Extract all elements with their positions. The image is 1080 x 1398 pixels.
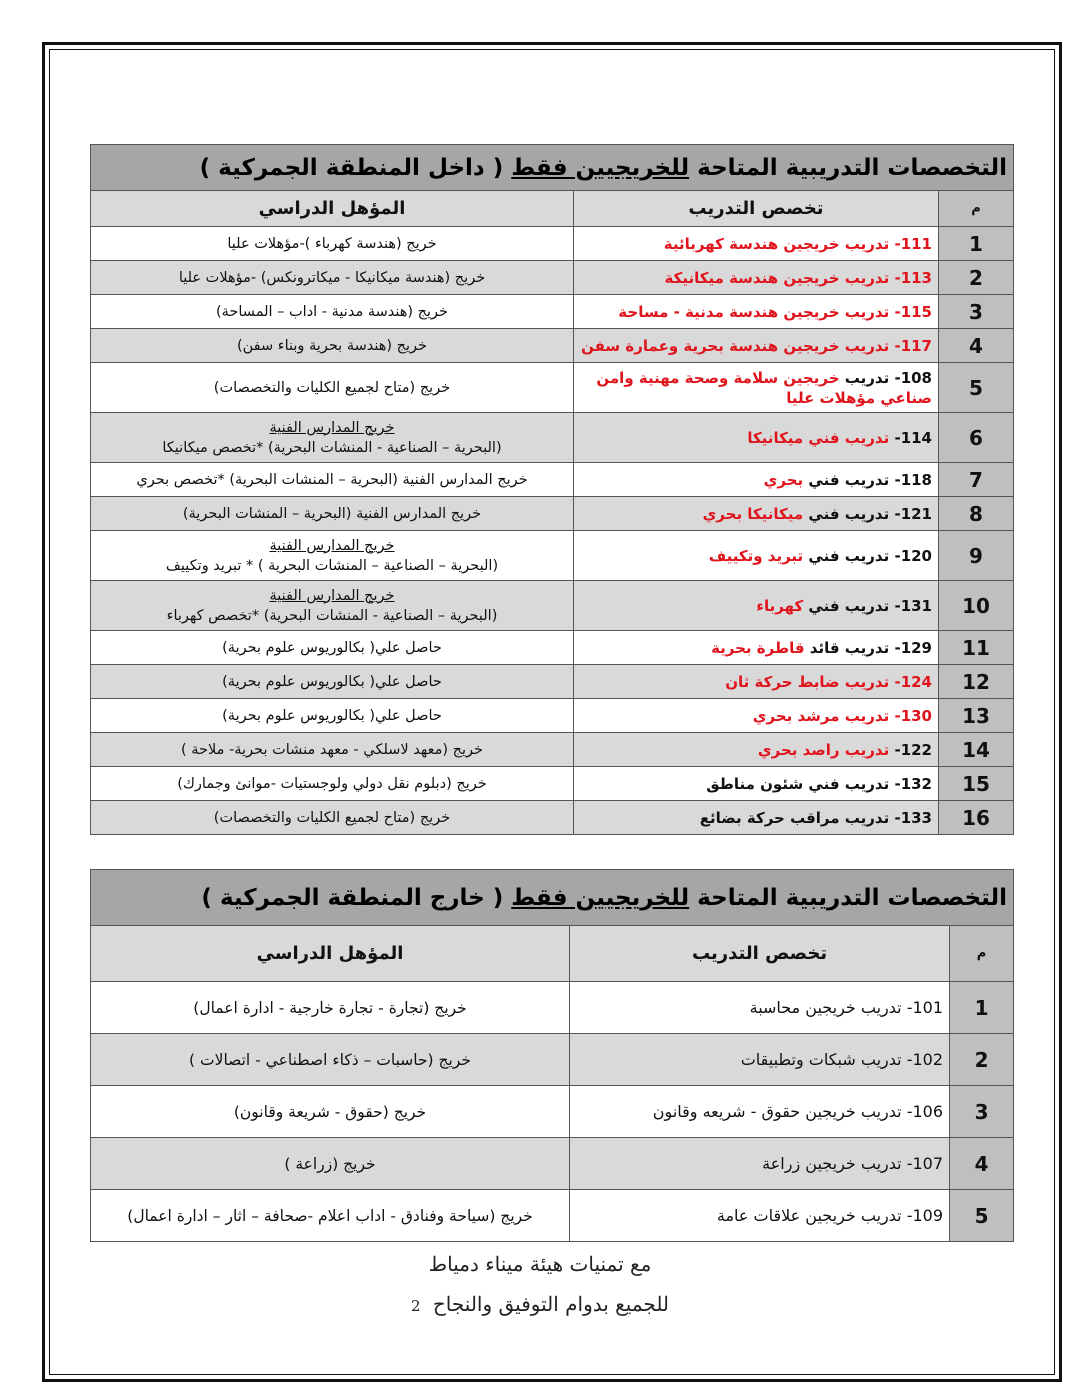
table-row	[91, 261, 1014, 295]
qualification: خريج (سياحة وفنادق - اداب اعلام -صحافة – اثار – ادارة اعمال)	[91, 1190, 570, 1242]
table-row	[91, 581, 1014, 631]
qualification-text: خريج المدارس الفنية (البحرية – المنشات البحرية) *تخصص بحري	[136, 471, 528, 488]
qualification-text: (البحرية – الصناعية – المنشات البحرية ) * تبريد وتكييف	[165, 557, 499, 574]
specialty-code: 132-	[894, 774, 932, 793]
specialty-name: تدريب فني	[808, 546, 890, 565]
qualification-text: خريج (دبلوم نقل دولي ولوجستيات -موانئ وجمارك)	[177, 775, 487, 792]
training-specialty	[574, 665, 939, 699]
training-specialty: 106- تدريب خريجين حقوق - شريعه وقانون	[570, 1086, 950, 1138]
specialty-name: تدريب خريجين هندسة مدنية - مساحة	[618, 302, 890, 321]
qualification	[91, 699, 574, 733]
training-specialty	[574, 767, 939, 801]
qualification	[91, 767, 574, 801]
specialty-name: تدريب ضابط حركة ثان	[725, 672, 890, 691]
specialty-name: تدريب فني ميكانيكا	[747, 428, 890, 447]
qualification	[91, 363, 574, 413]
training-specialty	[574, 261, 939, 295]
specialty-name-continued: كهرباء	[756, 596, 804, 615]
specialty-code: 129-	[894, 638, 932, 657]
training-specialty	[574, 631, 939, 665]
specialty-name-continued: خريجين سلامة وصحة مهنية وامن صناعي مؤهلات عليا	[596, 368, 932, 407]
column-header-training: تخصص التدريب	[574, 191, 939, 227]
specialty-name: تدريب راصد بحري	[757, 740, 890, 759]
qualification-text: حاصل علي( بكالوريوس علوم بحرية)	[222, 673, 442, 690]
training-specialty	[574, 227, 939, 261]
qualification	[91, 665, 574, 699]
qualification-text: (البحرية – الصناعية - المنشات البحرية) *تخصص كهرباء	[166, 607, 498, 624]
qualification	[91, 295, 574, 329]
table-row	[91, 363, 1014, 413]
table-row	[91, 329, 1014, 363]
specialty-name: تدريب خريجين هندسة ميكانيكة	[664, 268, 890, 287]
qualification-text: خريج (متاح لجميع الكليات والتخصصات)	[213, 379, 451, 396]
row-number: 3	[950, 1086, 1014, 1138]
specialty-name: تدريب فني شئون مناطق	[706, 774, 890, 793]
row-number: 10	[939, 581, 1014, 631]
row-number: 7	[939, 463, 1014, 497]
qualification	[91, 531, 574, 581]
table-row	[91, 665, 1014, 699]
qualification-text: حاصل علي( بكالوريوس علوم بحرية)	[222, 639, 442, 656]
specialty-name: تدريب فني	[808, 504, 890, 523]
table-row	[91, 227, 1014, 261]
row-number: 15	[939, 767, 1014, 801]
table-row	[91, 413, 1014, 463]
footer-wish: مع تمنيات هيئة ميناء دمياط	[428, 1252, 652, 1276]
training-specialty	[574, 363, 939, 413]
row-number: 9	[939, 531, 1014, 581]
training-specialty	[574, 295, 939, 329]
specialty-name: تدريب خريجين هندسة بحرية وعمارة سفن	[581, 336, 890, 355]
table-row	[91, 1034, 1014, 1086]
specialty-code: 118-	[894, 470, 932, 489]
specialty-code: 133-	[894, 808, 932, 827]
specialty-name: تدريب خريجين هندسة كهربائية	[663, 234, 890, 253]
column-header-qualification: المؤهل الدراسي	[91, 191, 574, 227]
row-number: 1	[939, 227, 1014, 261]
qualification-heading: خريج المدارس الفنية	[269, 419, 395, 436]
footer-wish-2	[300, 1292, 780, 1316]
inside-zone-table	[90, 144, 1014, 835]
column-header-number: م	[939, 191, 1014, 227]
qualification-text: حاصل علي( بكالوريوس علوم بحرية)	[222, 707, 442, 724]
specialty-name: تدريب مرشد بحري	[752, 706, 890, 725]
table-row	[91, 463, 1014, 497]
specialty-name-continued: قاطرة بحرية	[711, 638, 805, 657]
qualification: خريج (زراعة )	[91, 1138, 570, 1190]
footer-line: للجميع بدوام التوفيق والنجاح	[432, 1292, 670, 1316]
specialty-code: 115-	[894, 302, 932, 321]
specialty-code: 111-	[894, 234, 932, 253]
table-row	[91, 531, 1014, 581]
training-specialty: 102- تدريب شبكات وتطبيقات	[570, 1034, 950, 1086]
qualification	[91, 261, 574, 295]
qualification-text: خريج (معهد لاسلكي - معهد منشات بحرية- ملاحة )	[181, 741, 483, 758]
training-specialty: 101- تدريب خريجين محاسبة	[570, 982, 950, 1034]
row-number: 12	[939, 665, 1014, 699]
table-row	[91, 1190, 1014, 1242]
row-number: 4	[939, 329, 1014, 363]
specialty-name-continued: بحري	[763, 470, 804, 489]
qualification: خريج (حاسبات – ذكاء اصطناعي - اتصالات )	[91, 1034, 570, 1086]
row-number: 8	[939, 497, 1014, 531]
qualification	[91, 733, 574, 767]
row-number: 16	[939, 801, 1014, 835]
training-specialty	[574, 581, 939, 631]
training-specialty	[574, 733, 939, 767]
qualification	[91, 581, 574, 631]
table-row	[91, 497, 1014, 531]
table-row	[91, 767, 1014, 801]
qualification-heading: خريج المدارس الفنية	[269, 537, 395, 554]
row-number: 6	[939, 413, 1014, 463]
column-header-qualification: المؤهل الدراسي	[91, 926, 570, 982]
qualification: خريج (تجارة - تجارة خارجية - ادارة اعمال)	[91, 982, 570, 1034]
training-specialty: 107- تدريب خريجين زراعة	[570, 1138, 950, 1190]
specialty-code: 117-	[894, 336, 932, 355]
training-specialty	[574, 463, 939, 497]
table-row	[91, 699, 1014, 733]
specialty-name: تدريب	[844, 368, 890, 387]
specialty-code: 114-	[894, 428, 932, 447]
specialty-code: 113-	[894, 268, 932, 287]
specialty-code: 122-	[894, 740, 932, 759]
qualification	[91, 227, 574, 261]
specialty-name: تدريب فني	[808, 596, 890, 615]
row-number: 5	[939, 363, 1014, 413]
row-number: 3	[939, 295, 1014, 329]
qualification	[91, 329, 574, 363]
specialty-name: تدريب مراقب حركة بضائع	[699, 808, 890, 827]
training-specialty	[574, 531, 939, 581]
row-number: 14	[939, 733, 1014, 767]
qualification	[91, 497, 574, 531]
specialty-code: 124-	[894, 672, 932, 691]
table-title: التخصصات التدريبية المتاحة للخريجيين فقط ( خارج المنطقة الجمركية )	[91, 870, 1014, 926]
row-number: 1	[950, 982, 1014, 1034]
qualification-text: خريج (هندسة مدنية - اداب – المساحة)	[215, 303, 448, 320]
specialty-code: 108-	[894, 368, 932, 387]
row-number: 4	[950, 1138, 1014, 1190]
specialty-code: 131-	[894, 596, 932, 615]
qualification	[91, 801, 574, 835]
table-row	[91, 1086, 1014, 1138]
row-number: 13	[939, 699, 1014, 733]
training-specialty	[574, 801, 939, 835]
training-specialty	[574, 497, 939, 531]
specialty-code: 130-	[894, 706, 932, 725]
qualification-text: خريج (هندسة كهرباء )-مؤهلات عليا	[227, 235, 437, 252]
table-row	[91, 733, 1014, 767]
table-row	[91, 631, 1014, 665]
table-row	[91, 295, 1014, 329]
outside-zone-table	[90, 869, 1014, 1242]
row-number: 2	[939, 261, 1014, 295]
row-number: 2	[950, 1034, 1014, 1086]
training-specialty: 109- تدريب خريجين علاقات عامة	[570, 1190, 950, 1242]
table-title: التخصصات التدريبية المتاحة للخريجيين فقط ( داخل المنطقة الجمركية )	[91, 145, 1014, 191]
qualification-text: خريج (هندسة بحرية وبناء سفن)	[236, 337, 428, 354]
qualification-text: خريج المدارس الفنية (البحرية – المنشات البحرية)	[182, 505, 482, 522]
specialty-code: 121-	[894, 504, 932, 523]
table-row	[91, 801, 1014, 835]
training-specialty	[574, 413, 939, 463]
qualification	[91, 463, 574, 497]
specialty-code: 120-	[894, 546, 932, 565]
row-number: 5	[950, 1190, 1014, 1242]
specialty-name-continued: ميكانيكا بحري	[702, 504, 804, 523]
training-specialty	[574, 329, 939, 363]
table-row	[91, 982, 1014, 1034]
specialty-name-continued: تبريد وتكييف	[708, 546, 804, 565]
specialty-name: تدريب قائد	[809, 638, 890, 657]
specialty-name: تدريب فني	[808, 470, 890, 489]
column-header-number: م	[950, 926, 1014, 982]
qualification-text: خريج (هندسة ميكانيكا - ميكاترونكس) -مؤهلات عليا	[178, 269, 486, 286]
row-number: 11	[939, 631, 1014, 665]
column-header-training: تخصص التدريب	[570, 926, 950, 982]
table-row	[91, 1138, 1014, 1190]
qualification	[91, 631, 574, 665]
qualification-text: خريج (متاح لجميع الكليات والتخصصات)	[213, 809, 451, 826]
page-number: 2	[410, 1297, 421, 1315]
qualification: خريج (حقوق - شريعة وقانون)	[91, 1086, 570, 1138]
qualification-heading: خريج المدارس الفنية	[269, 587, 395, 604]
qualification	[91, 413, 574, 463]
qualification-text: (البحرية – الصناعية - المنشات البحرية) *تخصص ميكانيكا	[162, 439, 502, 456]
training-specialty	[574, 699, 939, 733]
